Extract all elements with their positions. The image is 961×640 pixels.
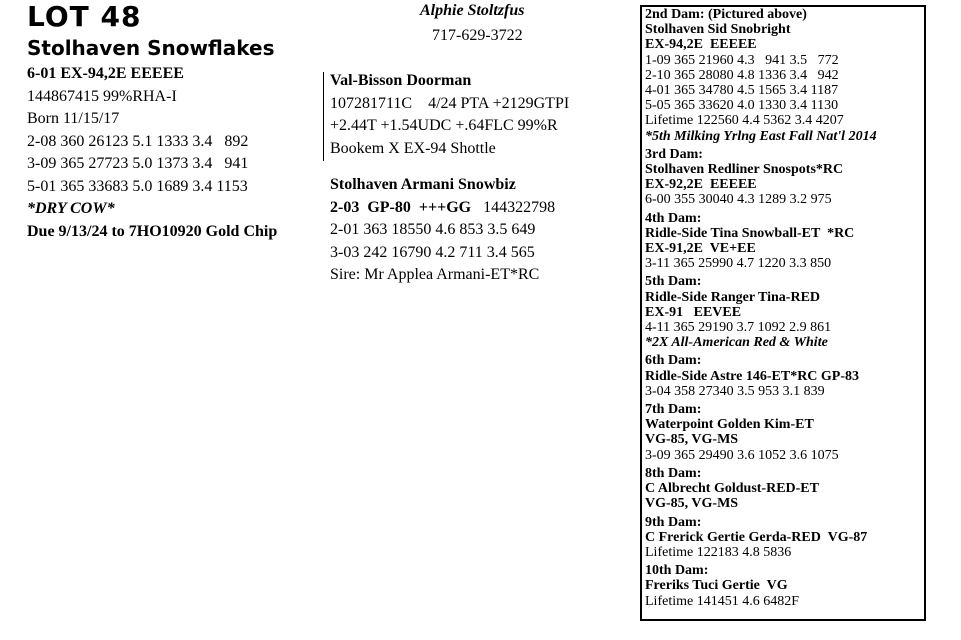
cow-record: 2-08 360 26123 5.1 1333 3.4 892	[27, 132, 249, 150]
cow-details	[27, 63, 277, 243]
dam-name: C Frerick Gertie Gerda-RED VG-87	[645, 529, 868, 545]
dam-record: 6-00 355 30040 4.3 1289 3.2 975	[645, 192, 832, 208]
dam-classification: EX-91 EEVEE	[645, 304, 742, 320]
dam-name: Ridle-Side Tina Snowball-ET *RC	[645, 225, 855, 241]
cow-registration: 144867415 99%RHA-I	[27, 87, 177, 105]
cow-due-date: Due 9/13/24 to 7HO10920 Gold Chip	[27, 222, 278, 240]
dam-classification: EX-92,2E EEEEE	[645, 177, 757, 193]
dam-heading: 4th Dam:	[645, 210, 702, 226]
dam-name: Waterpoint Golden Kim-ET	[645, 417, 814, 433]
dam-name: C Albrecht Goldust-RED-ET	[645, 481, 819, 497]
cow-classification: 6-01 EX-94,2E EEEEE	[27, 65, 184, 82]
dam-heading: 7th Dam:	[645, 402, 702, 418]
consignor-phone: 717-629-3722	[432, 27, 523, 44]
dam-record: Lifetime 122183 4.8 5836	[645, 544, 792, 560]
dam-heading: 6th Dam:	[645, 353, 702, 369]
dam-name: Ridle-Side Astre 146-ET*RC GP-83	[645, 368, 860, 384]
consignor-name: Alphie Stoltzfus	[420, 2, 525, 19]
dam-heading: 8th Dam:	[645, 465, 702, 481]
cow-status: *DRY COW*	[27, 200, 115, 217]
dam-classification: VG-85, VG-MS	[645, 432, 739, 448]
sire-pedigree: Bookem X EX-94 Shottle	[330, 139, 496, 157]
cow-birthdate: Born 11/15/17	[27, 110, 120, 127]
dam-heading: 9th Dam:	[645, 514, 702, 530]
daughter-classification	[330, 197, 569, 220]
dam-heading: 3rd Dam:	[645, 146, 703, 162]
sire-and-daughter	[330, 70, 569, 287]
dam-record: 5-05 365 33620 4.0 1330 3.4 1130	[645, 98, 839, 114]
dam-classification: EX-94,2E EEEEE	[645, 37, 757, 53]
dam-record: 4-01 365 34780 4.5 1565 3.4 1187	[645, 83, 839, 99]
pedigree-list	[645, 7, 877, 609]
dam-record: 3-11 365 25990 4.7 1220 3.3 850	[645, 256, 832, 272]
daughter-class: 2-03 GP-80 +++GG	[330, 198, 472, 216]
daughter-record: 2-01 363 18550 4.6 853 3.5 649	[330, 221, 536, 238]
dam-name: Stolhaven Redliner Snospots*RC	[645, 162, 844, 178]
daughter-sire: Sire: Mr Applea Armani-ET*RC	[330, 266, 540, 283]
dam-classification: VG-85, VG-MS	[645, 496, 739, 512]
daughter-registration: 144322798	[483, 198, 556, 216]
dam-heading: 2nd Dam: (Pictured above)	[645, 7, 807, 22]
dam-record: 1-09 365 21960 4.3 941 3.5 772	[645, 52, 839, 68]
dam-record: 3-09 365 29490 3.6 1052 3.6 1075	[645, 447, 839, 463]
sire-divider	[323, 72, 324, 161]
cow-name: Stolhaven Snowflakes	[27, 36, 275, 60]
dam-name: Stolhaven Sid Snobright	[645, 22, 791, 38]
dam-record: Lifetime 122560 4.4 5362 3.4 4207	[645, 113, 844, 129]
daughter-record: 3-03 242 16790 4.2 711 3.4 565	[330, 243, 535, 261]
dam-name: Freriks Tuci Gertie VG	[645, 578, 788, 594]
lot-number: LOT 48	[27, 0, 142, 33]
dam-heading: 5th Dam:	[645, 274, 702, 290]
sire-name: Val-Bisson Doorman	[330, 72, 472, 89]
dam-note: *2X All-American Red & White	[645, 335, 828, 351]
dam-record: 3-04 358 27340 3.5 953 3.1 839	[645, 383, 825, 399]
sire-line: 107281711C 4/24 PTA +2129GTPI	[330, 94, 570, 112]
sire-line: +2.44T +1.54UDC +.64FLC 99%R	[330, 117, 558, 134]
cow-record: 3-09 365 27723 5.0 1373 3.4 941	[27, 155, 249, 172]
dam-record: 4-11 365 29190 3.7 1092 2.9 861	[645, 320, 832, 336]
daughter-name: Stolhaven Armani Snowbiz	[330, 176, 516, 193]
dam-record: 2-10 365 28080 4.8 1336 3.4 942	[645, 67, 839, 83]
dam-record: Lifetime 141451 4.6 6482F	[645, 593, 799, 609]
dam-heading: 10th Dam:	[645, 563, 709, 579]
cow-record: 5-01 365 33683 5.0 1689 3.4 1153	[27, 177, 248, 195]
dam-name: Ridle-Side Ranger Tina-RED	[645, 289, 821, 305]
dam-classification: EX-91,2E VE+EE	[645, 241, 756, 257]
dam-note: *5th Milking Yrlng East Fall Nat'l 2014	[645, 128, 877, 144]
